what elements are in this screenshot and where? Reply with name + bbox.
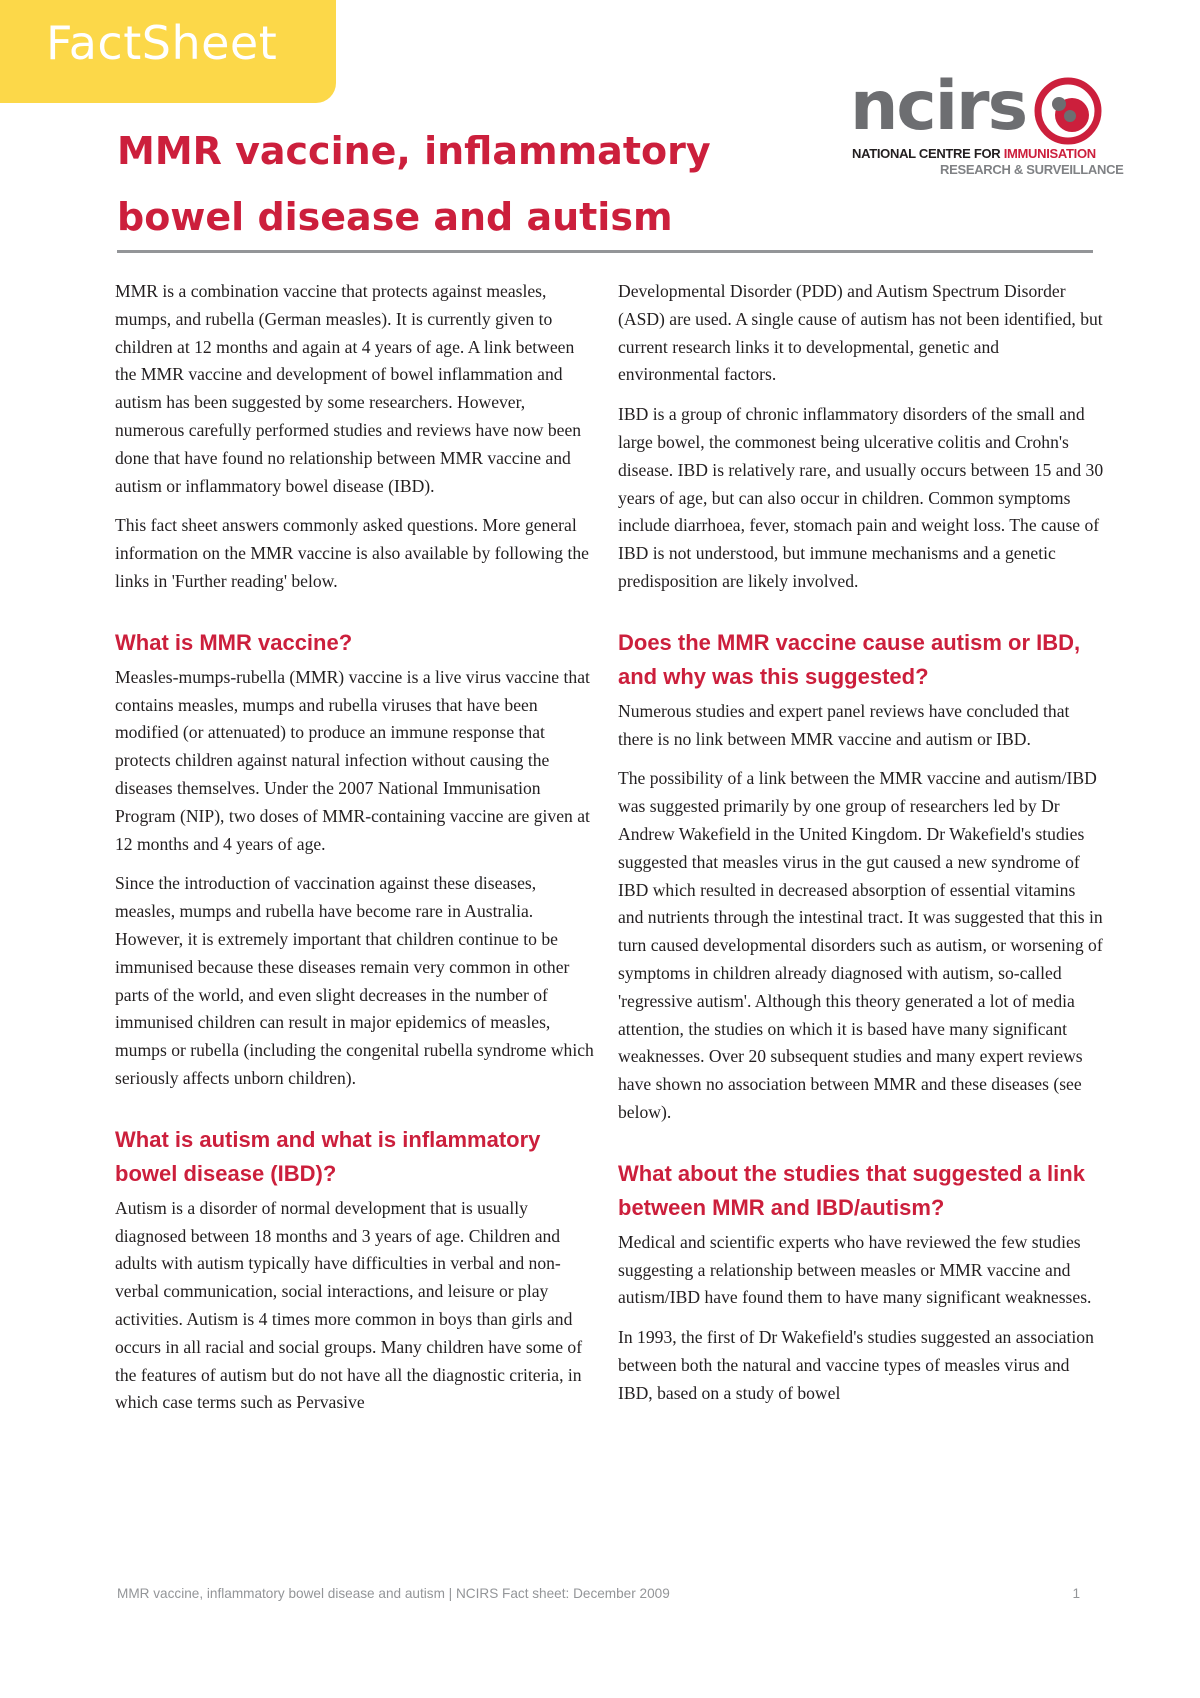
- cause-paragraph-2: The possibility of a link between the MMR vaccine and autism/IBD was suggested primarily by one group of researchers led by Dr Andrew Wakefield in the United Kingdom. Dr Wakefield's studies suggested that measles virus in the gut caused a new syndrome of IBD which resulted in decreased absorption of essential vitamins and nutrients through the intestinal tract. It was suggested that this in turn caused developmental disorders such as autism, or worsening of symptoms in children already diagnosed with autism, so-called 'regressive autism'. Although this theory generated a lot of media attention, the studies on which it is based have many significant weaknesses. Over 20 subsequent studies and many expert reviews have shown no association between MMR and these diseases (see below).: [618, 768, 1103, 1122]
- left-column: [115, 278, 597, 1429]
- heading-studies: What about the studies that suggested a link between MMR and IBD/autism?: [618, 1160, 1085, 1220]
- autism-paragraph-continued: Developmental Disorder (PDD) and Autism Spectrum Disorder (ASD) are used. A single cause of autism has not been identified, but current research links it to developmental, genetic and environmental factors.: [618, 281, 1103, 385]
- logo-tagline-2: RESEARCH & SURVEILLANCE: [940, 162, 1124, 177]
- footer-text: MMR vaccine, inflammatory bowel disease and autism | NCIRS Fact sheet: December 2009: [117, 1586, 670, 1601]
- factsheet-label: FactSheet: [46, 16, 278, 70]
- logo-tagline-1a: NATIONAL CENTRE FOR: [852, 146, 1004, 161]
- logo-wordmark: ncirs: [850, 67, 1027, 146]
- logo-tagline-1b: IMMUNISATION: [1003, 146, 1096, 161]
- heading-does-mmr-cause: Does the MMR vaccine cause autism or IBD, and why was this suggested?: [618, 629, 1081, 689]
- intro-paragraph-1: MMR is a combination vaccine that protects against measles, mumps, and rubella (German measles). It is currently given to children at 12 months and again at 4 years of age. A link between the MMR vaccine and development of bowel inflammation and autism has been suggested by some researchers. However, numerous carefully performed studies and reviews have now been done that have found no relationship between MMR vaccine and autism or inflammatory bowel disease (IBD).: [115, 281, 582, 496]
- right-column: [618, 278, 1104, 1420]
- logo-tagline-1: [852, 146, 1096, 161]
- mmr-paragraph-1: Measles-mumps-rubella (MMR) vaccine is a live virus vaccine that contains measles, mumps and rubella viruses that have been modified (or attenuated) to produce an immune response that protects children against natural infection without causing the diseases themselves. Under the 2007 National Immunisation Program (NIP), two doses of MMR-containing vaccine are given at 12 months and 4 years of age.: [115, 666, 590, 854]
- autism-paragraph-1: Autism is a disorder of normal development that is usually diagnosed between 18 months and 3 years of age. Children and adults with autism typically have difficulties in verbal and non-verbal communication, social interactions, and leisure or play activities. Autism is 4 times more common in boys than girls and occurs in all racial and social groups. Many children have some of the features of autism but do not have all the diagnostic criteria, in which case terms such as Pervasive: [115, 1197, 583, 1413]
- studies-paragraph-1: Medical and scientific experts who have reviewed the few studies suggesting a relationship between measles or MMR vaccine and autism/IBD have found them to have many significant weaknesses.: [618, 1231, 1092, 1308]
- title-divider: [117, 250, 1093, 253]
- page-number: 1: [1072, 1586, 1080, 1601]
- cause-paragraph-1: Numerous studies and expert panel reviews have concluded that there is no link between MMR vaccine and autism or IBD.: [618, 700, 1070, 749]
- ibd-paragraph: IBD is a group of chronic inflammatory disorders of the small and large bowel, the commonest being ulcerative colitis and Crohn's disease. IBD is relatively rare, and usually occurs between 15 and 30 years of age, but can also occur in children. Common symptoms include diarrhoea, fever, stomach pain and weight loss. The cause of IBD is not understood, but immune mechanisms and a genetic predisposition are likely involved.: [618, 404, 1104, 591]
- heading-what-is-autism: What is autism and what is inflammatory bowel disease (IBD)?: [115, 1126, 541, 1186]
- factsheet-tab: [0, 0, 336, 103]
- mmr-paragraph-2: Since the introduction of vaccination against these diseases, measles, mumps and rubella have become rare in Australia. However, it is extremely important that children continue to be immunised because these diseases remain very common in other parts of the world, and even slight decreases in the number of immunised children can result in major epidemics of measles, mumps or rubella (including the congenital rubella syndrome which seriously affects unborn children).: [115, 873, 594, 1088]
- ncirs-logo: [850, 67, 1124, 177]
- intro-paragraph-2: This fact sheet answers commonly asked questions. More general information on the MMR vaccine is also available by following the links in 'Further reading' below.: [115, 515, 589, 591]
- logo-circle-icon: [1033, 76, 1103, 146]
- studies-paragraph-2: In 1993, the first of Dr Wakefield's studies suggested an association between both the natural and vaccine types of measles virus and IBD, based on a study of bowel: [618, 1327, 1094, 1403]
- heading-what-is-mmr: What is MMR vaccine?: [115, 629, 353, 655]
- page-title: MMR vaccine, inflammatory bowel disease and autism: [117, 129, 711, 239]
